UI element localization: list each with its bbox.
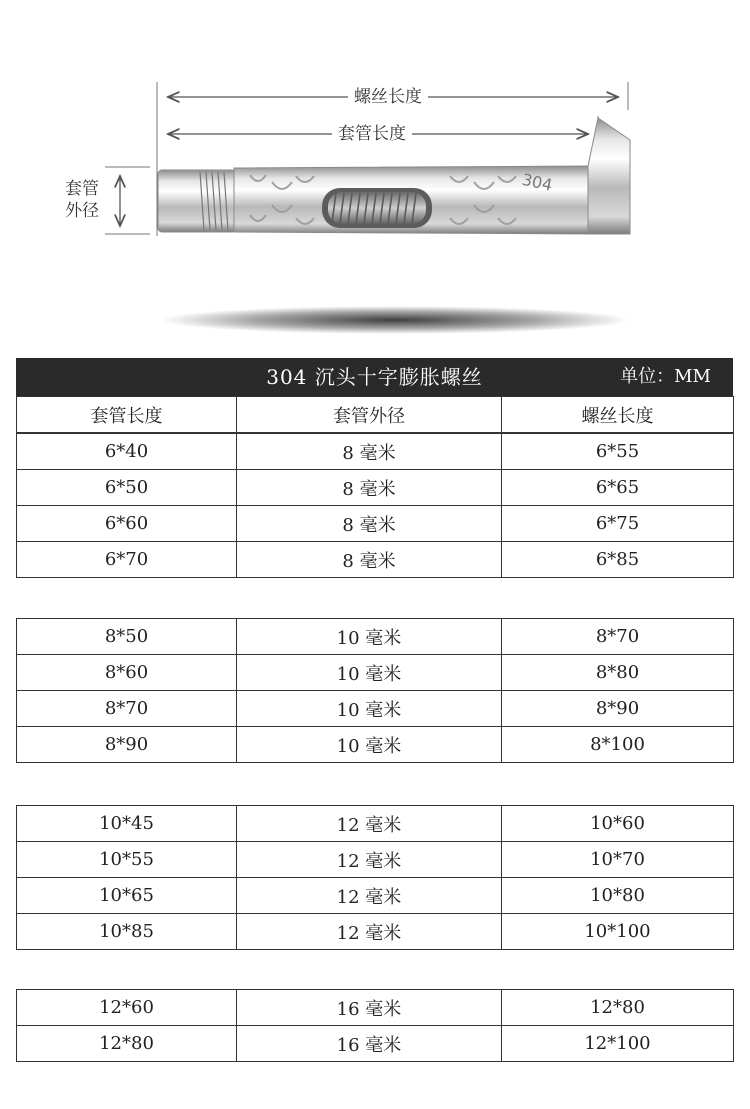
cell-sleeve-od: 10 毫米 (237, 619, 502, 655)
cell-screw-length: 12*100 (502, 1026, 734, 1062)
cell-sleeve-length: 12*80 (17, 1026, 237, 1062)
cell-sleeve-od: 8 毫米 (237, 542, 502, 578)
cell-sleeve-od: 12 毫米 (237, 806, 502, 842)
cell-sleeve-od: 10 毫米 (237, 691, 502, 727)
cell-sleeve-length: 6*70 (17, 542, 237, 578)
anchor-bolt-illustration (0, 0, 750, 350)
cell-sleeve-length: 8*90 (17, 727, 237, 763)
table-row (17, 878, 734, 914)
cell-sleeve-od: 8 毫米 (237, 470, 502, 506)
cell-sleeve-od: 16 毫米 (237, 1026, 502, 1062)
table-row (17, 842, 734, 878)
product-figure (0, 0, 750, 350)
spec-group-4 (16, 989, 734, 1062)
sleeve-length-label: 套管长度 (332, 124, 412, 144)
spec-table-header (16, 396, 734, 433)
cell-sleeve-length: 10*45 (17, 806, 237, 842)
cell-screw-length: 6*55 (502, 434, 734, 470)
header-screw-length: 螺丝长度 (502, 397, 734, 433)
cell-sleeve-length: 8*60 (17, 655, 237, 691)
sleeve-od-label (60, 178, 104, 222)
cell-sleeve-od: 12 毫米 (237, 842, 502, 878)
cell-sleeve-od: 10 毫米 (237, 727, 502, 763)
cell-screw-length: 10*80 (502, 878, 734, 914)
sleeve-od-label-line1: 套管 (65, 179, 99, 199)
cell-screw-length: 8*70 (502, 619, 734, 655)
cell-sleeve-od: 8 毫米 (237, 506, 502, 542)
table-row (17, 727, 734, 763)
cell-screw-length: 8*100 (502, 727, 734, 763)
cell-sleeve-length: 10*55 (17, 842, 237, 878)
cell-screw-length: 10*100 (502, 914, 734, 950)
spec-group-3 (16, 805, 734, 950)
table-row (17, 434, 734, 470)
cell-sleeve-od: 16 毫米 (237, 990, 502, 1026)
cell-sleeve-length: 10*65 (17, 878, 237, 914)
table-row (17, 990, 734, 1026)
cell-screw-length: 8*90 (502, 691, 734, 727)
cell-sleeve-length: 8*70 (17, 691, 237, 727)
cell-sleeve-length: 6*60 (17, 506, 237, 542)
cell-sleeve-od: 8 毫米 (237, 434, 502, 470)
cell-sleeve-length: 12*60 (17, 990, 237, 1026)
table-row (17, 691, 734, 727)
table-title-bar (16, 358, 733, 396)
header-row (17, 397, 734, 433)
table-row (17, 506, 734, 542)
cell-sleeve-od: 12 毫米 (237, 878, 502, 914)
cell-sleeve-length: 8*50 (17, 619, 237, 655)
cell-screw-length: 10*60 (502, 806, 734, 842)
table-row (17, 1026, 734, 1062)
table-title: 304 沉头十字膨胀螺丝 (266, 365, 483, 389)
table-row (17, 914, 734, 950)
spec-group-1 (16, 433, 734, 578)
screw-length-label: 螺丝长度 (348, 87, 428, 107)
cell-sleeve-length: 10*85 (17, 914, 237, 950)
sleeve-marking: 304 (520, 169, 555, 195)
spec-group-2 (16, 618, 734, 763)
cell-sleeve-length: 6*40 (17, 434, 237, 470)
cell-sleeve-od: 10 毫米 (237, 655, 502, 691)
cell-screw-length: 6*75 (502, 506, 734, 542)
sleeve-od-label-line2: 外径 (65, 201, 99, 221)
cell-screw-length: 8*80 (502, 655, 734, 691)
header-sleeve-length: 套管长度 (17, 397, 237, 433)
header-sleeve-od: 套管外径 (237, 397, 502, 433)
table-row (17, 806, 734, 842)
cell-screw-length: 10*70 (502, 842, 734, 878)
cell-screw-length: 6*85 (502, 542, 734, 578)
cell-sleeve-length: 6*50 (17, 470, 237, 506)
table-row (17, 655, 734, 691)
table-row (17, 470, 734, 506)
table-row (17, 542, 734, 578)
cell-screw-length: 6*65 (502, 470, 734, 506)
cell-sleeve-od: 12 毫米 (237, 914, 502, 950)
cell-screw-length: 12*80 (502, 990, 734, 1026)
table-row (17, 619, 734, 655)
unit-label: 单位：MM (620, 366, 711, 387)
